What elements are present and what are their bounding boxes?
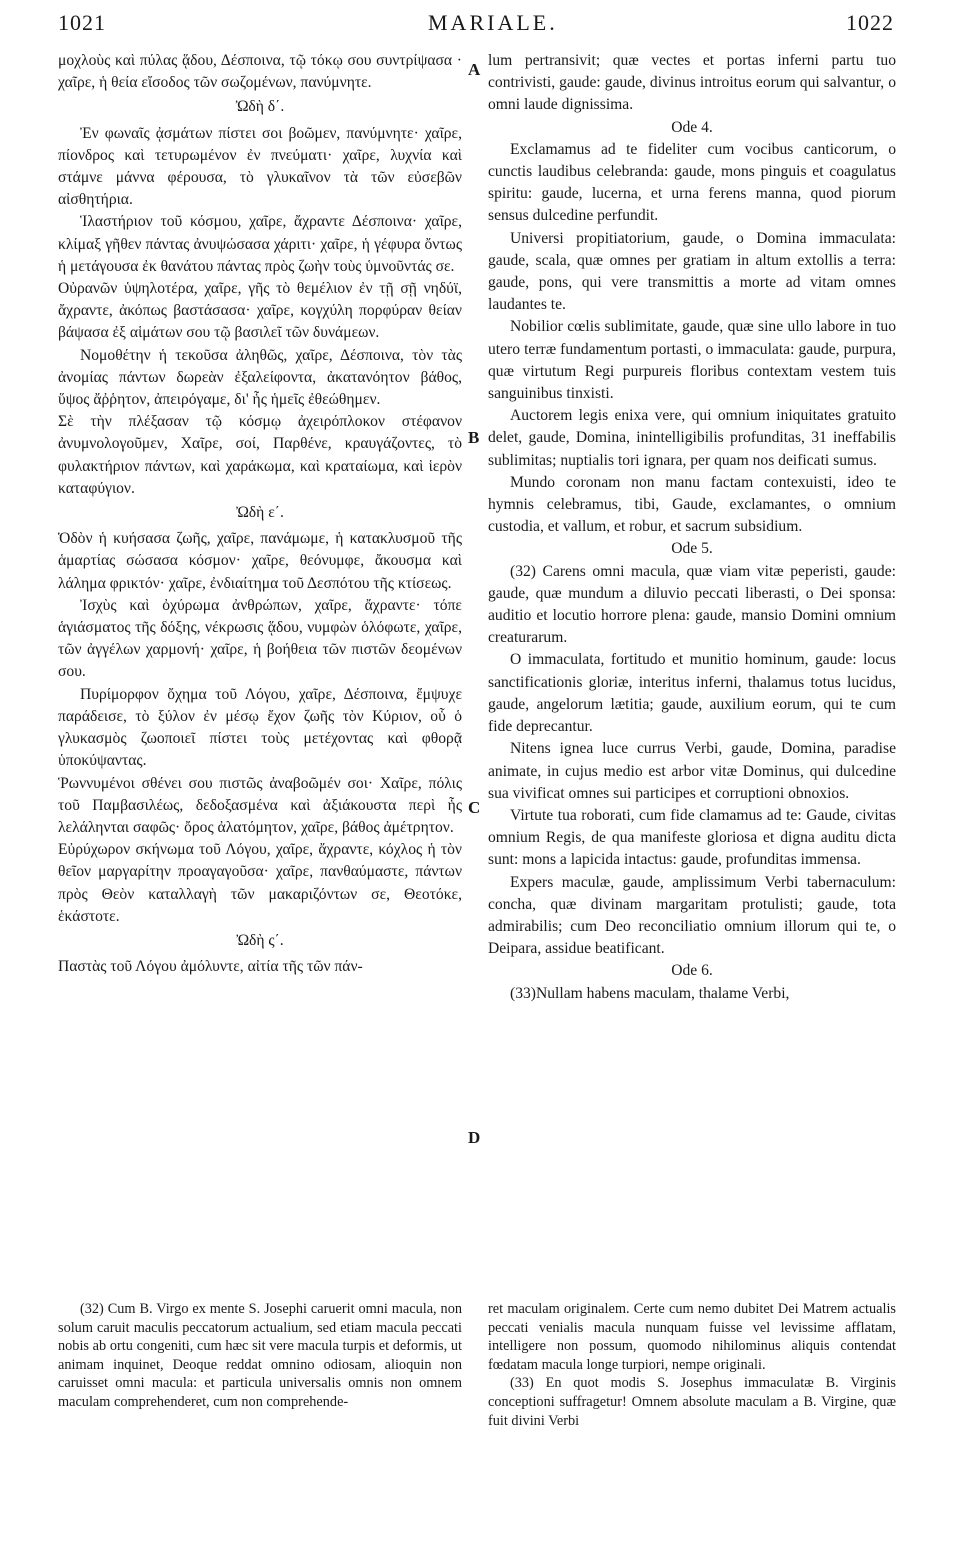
footnote-32: (32) Cum B. Virgo ex mente S. Josephi caruerit omni macula, non solum caruit maculis peccatorum actualium, sed etiam macula peccati nobis ab ortu congeniti, cum hæc sit vere macula turpis et deformis, ut animam inquinet, Deoque reddat omnino odiosam, alioquin non caruisset omni macula: et particula universalis omnis non omnem maculam comprehenderet, cum non comprehende- bbox=[58, 1301, 462, 1410]
latin-paragraph: (32) Carens omni macula, quæ viam vitæ peperisti, gaude: gaude, quæ mundum a diluvio peccati liberasti, o Dei sponsa: auditio et locutio horrore plena: gaude, mansio Domini omnium creaturarum. bbox=[488, 562, 896, 647]
greek-ode-heading: Ὠδὴ δ΄. bbox=[235, 98, 285, 116]
greek-paragraph: Ἐν φωναῖς ᾀσμάτων πίστει σοι βοῶμεν, πανύμνητε· χαῖρε, πίονδρος καὶ τετυρωμένον ἐν πνεύματι· χαῖρε, λυχνία καὶ στάμνε μάννα φέρουσα, τὸ γλυκαῖνον τὰ τῶν εὐσεβῶν αἰσθητήρια. bbox=[58, 124, 462, 209]
marker-d: D bbox=[468, 1128, 481, 1147]
latin-paragraph: lum pertransivit; quæ vectes et portas inferni partu tuo contrivisti, gaude: gaude, divinus introitus eorum qui salvantur, o omni laude dignissima. bbox=[488, 52, 896, 114]
footnotes-left bbox=[58, 1300, 462, 1412]
greek-paragraph: Ὁδὸν ἡ κυήσασα ζωῆς, χαῖρε, πανάμωμε, ἡ κατακλυσμοῦ τῆς ἁμαρτίας σώσασα κόσμον· χαῖρε, θεόνυμφε, ἄκουσμα καὶ λάλημα φρικτόν· χαῖρε, ἐνδιαίτημα τοῦ Δεσπότου τῆς κτίσεως. bbox=[58, 530, 462, 592]
latin-paragraph: Universi propitiatorium, gaude, o Domina immaculata: gaude, scala, quæ omnes per gratiam in altum extollis a terra: gaude, pons, qui vere transmittis a morte ad vitam omnes laudantes te. bbox=[488, 229, 896, 314]
latin-paragraph: O immaculata, fortitudo et munitio hominum, gaude: locus sanctificationis gloriæ, interitus inferni, thalamus totus lucidus, gaude, angelorum lætitia; gaude, auxilium eorum, qui te cum fide deprecantur. bbox=[488, 651, 896, 736]
greek-paragraph: Σὲ τὴν πλέξασαν τῷ κόσμῳ ἀχειρόπλοκον στέφανον ἀνυμνολογοῦμεν, Χαῖρε, σοί, Παρθένε, κραυγάζοντες, τὸ φυλακτήριον πάντων, καὶ χαράκωμα, καὶ κραταίωμα, καὶ ἱερὸν καταφύγιον. bbox=[58, 413, 462, 497]
marker-b: B bbox=[468, 428, 480, 447]
page-number-right: 1022 bbox=[846, 10, 894, 35]
greek-paragraph: Ῥωννυμένοι σθένει σου πιστῶς ἀναβοῶμέν σοι· Χαῖρε, πόλις τοῦ Παμβασιλέως, δεδοξασμένα καὶ ἀξιάκουστα περὶ ἧς λελάληνται σαφῶς· ὄρος ἀλατόμητον, χαῖρε, βάθος ἀμέτρητον. bbox=[58, 774, 462, 836]
greek-paragraph: μοχλοὺς καὶ πύλας ᾅδου, Δέσποινα, τῷ τόκῳ σου συντρίψασα · χαῖρε, ἡ θεία εἴσοδος τῶν σωζομένων, πανύμνητε. bbox=[58, 52, 462, 92]
latin-paragraph: Auctorem legis enixa vere, qui omnium iniquitates gratuito delet, gaude, Domina, inintelligibilis profunditas, 31 ineffabilis sublimitas; nuptialis tori ignara, per quam nos deificati sumus. bbox=[488, 407, 896, 469]
greek-ode-heading: Ὠδὴ ς΄. bbox=[236, 931, 284, 949]
footnote-32-continued: ret maculam originalem. Certe cum nemo dubitet Dei Matrem actualis peccati venialis macula nunquam fuisse vel levissime afflatam, intelligere non possum, quomodo nihilominus aliquis contendat fœdatam macula longe turpiori, nempe originali. bbox=[488, 1301, 896, 1373]
marker-c: C bbox=[468, 798, 481, 817]
greek-ode-heading: Ὠδὴ ε΄. bbox=[236, 504, 284, 522]
greek-paragraph: Ἱλαστήριον τοῦ κόσμου, χαῖρε, ἄχραντε Δέσποινα· χαῖρε, κλίμαξ γῆθεν πάντας ἀνυψώσασα χάριτι· χαῖρε, ἡ γέφυρα ὄντως ἡ μετάγουσα ἐκ θανάτου πάντας πρὸς ζωὴν τοὺς ὑμνοῦντάς σε. bbox=[58, 213, 462, 275]
page-header bbox=[58, 10, 894, 44]
latin-paragraph: Exclamamus ad te fideliter cum vocibus canticorum, o cunctis laudibus celebranda: gaude, mons pinguis et coagulatus spiritu: gaude, lucerna, et urna ferens manna, quod piorum sensus dulcedine perfundit. bbox=[488, 140, 896, 225]
running-title: MARIALE. bbox=[428, 10, 558, 35]
footnote-33: (33) En quot modis S. Josephus immaculatæ B. Virginis conceptioni suffragetur! Omnem absolute maculam a B. Virgine, quæ fuit divini Verbi bbox=[488, 1375, 896, 1429]
greek-paragraph: Εὐρύχωρον σκήνωμα τοῦ Λόγου, χαῖρε, ἄχραντε, κόχλος ἡ τὸν θεῖον μαργαρίτην προαγαγοῦσα· χαῖρε, πανθαύμαστε, πάντων πρὸς Θεὸν καταλλαγὴ τῶν μακαριζόντων σε, Θεοτόκε, ἑκάστοτε. bbox=[58, 841, 462, 925]
footnotes-right bbox=[488, 1300, 896, 1430]
latin-paragraph: Nitens ignea luce currus Verbi, gaude, Domina, paradise animate, in cujus medio est arbor vitæ Dominus, qui dulcedine sua vivificat omnes sui participes et corruptioni obnoxios. bbox=[488, 740, 896, 802]
latin-ode-heading: Ode 5. bbox=[671, 540, 713, 558]
greek-column bbox=[58, 50, 462, 978]
latin-paragraph: (33)Nullam habens maculam, thalame Verbi, bbox=[510, 984, 790, 1002]
greek-paragraph: Νομοθέτην ἡ τεκοῦσα ἀληθῶς, χαῖρε, Δέσποινα, τὸν τὰς ἀνομίας πάντων δωρεὰν ἐξαλείφοντα, ἀκατανόητον βάθος, ὕψος ἄῤῥητον, ἀπειρόγαμε, δι' ἧς ἡμεῖς ἐθεώθημεν. bbox=[58, 346, 462, 409]
latin-column bbox=[488, 50, 896, 1005]
greek-paragraph: Παστὰς τοῦ Λόγου ἀμόλυντε, αἰτία τῆς τῶν πάν- bbox=[58, 958, 363, 976]
latin-ode-heading: Ode 4. bbox=[671, 118, 713, 136]
greek-paragraph: Πυρίμορφον ὄχημα τοῦ Λόγου, χαῖρε, Δέσποινα, ἔμψυχε παράδεισε, τὸ ξύλον ἐν μέσῳ ἔχον ζωῆς τὸν Κύριον, οὗ ὁ γλυκασμὸς ζωοποιεῖ πίστει τοὺς μετέχοντας καὶ φθορᾷ ὑποκύψαντας. bbox=[58, 685, 462, 770]
marker-a: A bbox=[468, 60, 481, 79]
latin-ode-heading: Ode 6. bbox=[671, 962, 713, 980]
latin-paragraph: Virtute tua roborati, cum fide clamamus ad te: Gaude, civitas omnium Regis, de qua manifeste gloriosa et digna auditu dicta sunt: mons a lapicida intactus: gaude, profunditas immensa. bbox=[488, 806, 896, 869]
greek-paragraph: Οὐρανῶν ὑψηλοτέρα, χαῖρε, γῆς τὸ θεμέλιον ἐν τῇ σῇ νηδύϊ, ἄχραντε, ἀκόπως βαστάσασα· χαῖρε, κογχύλη πορφύραν θείαν βάψασα ἐξ αἱμάτων σου τῷ βασιλεῖ τῶν δυνάμεων. bbox=[58, 280, 462, 342]
latin-paragraph: Expers maculæ, gaude, amplissimum Verbi tabernaculum: concha, quæ divinam margaritam protulisti; gaude, tota admirabilis; cum Deo reconciliatio omnium illorum qui te, o Deipara, assidue beatificant. bbox=[488, 873, 896, 958]
latin-paragraph: Nobilior cœlis sublimitate, gaude, quæ sine ullo labore in tuo utero terræ fundamentum portasti, o immaculata: gaude, purpura, quæ virtutum Regi purpureis floribus contextam vestem tuis sanguinibus tinxisti. bbox=[488, 318, 896, 403]
latin-paragraph: Mundo coronam non manu factam contexuisti, ideo te hymnis celebramus, tibi, Gaude, exclamantes, o omnium custodia, et vallum, et robur, et sacrum subsidium. bbox=[488, 473, 896, 536]
page-number-left: 1021 bbox=[58, 10, 106, 35]
greek-paragraph: Ἰσχὺς καὶ ὀχύρωμα ἀνθρώπων, χαῖρε, ἄχραντε· τόπε ἁγιάσματος τῆς δόξης, νέκρωσις ᾅδου, νυμφὼν ὁλόφωτε, χαῖρε, τῶν ἀγγέλων χαρμονή· χαῖρε, ἡ βοήθεια τῶν πιστῶν δεομένων σου. bbox=[58, 596, 462, 681]
